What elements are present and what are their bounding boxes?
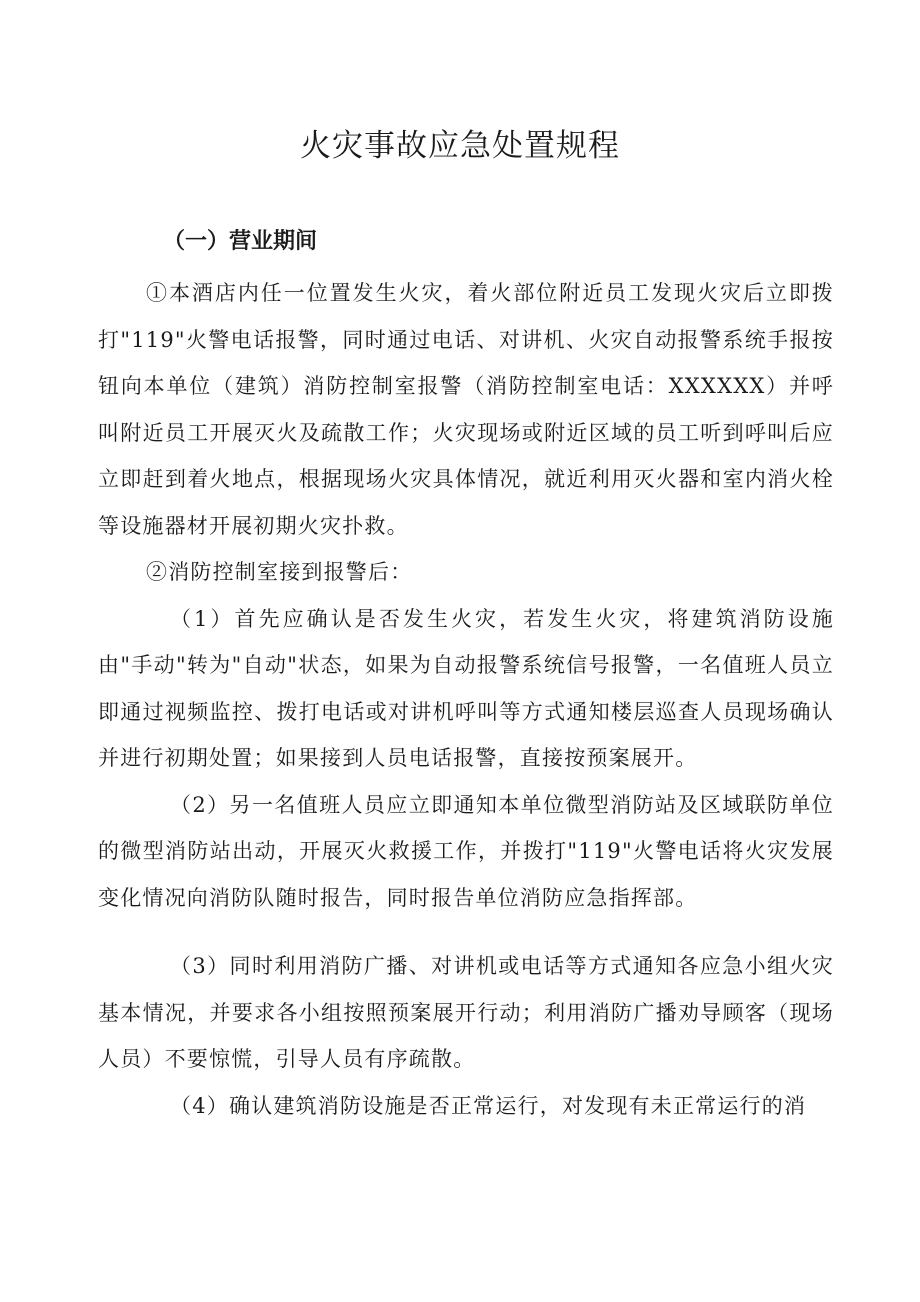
paragraph-step-1: （1）首先应确认是否发生火灾，若发生火灾，将建筑消防设施由"手动"转为"自动"状态，如果为自动报警系统信号报警，一名值班人员立即通过视频监控、拨打电话或对讲机呼叫等方式通知楼层巡查人员现场确认并进行初期处置；如果接到人员电话报警，直接按预案展开。 bbox=[98, 606, 834, 770]
paragraph-step-3: （3）同时利用消防广播、对讲机或电话等方式通知各应急小组火灾基本情况，并要求各小组按照预案展开行动；利用消防广播劝导顾客（现场人员）不要惊慌，引导人员有序疏散。 bbox=[98, 954, 834, 1071]
paragraph-step-2: （2）另一名值班人员应立即通知本单位微型消防站及区域联防单位的微型消防站出动，开展灭火救援工作，并拨打"119"火警电话将火灾发展变化情况向消防队随时报告，同时报告单位消防应急指挥部。 bbox=[98, 792, 834, 910]
section-heading: （一）营业期间 bbox=[163, 229, 318, 254]
document-title: 火灾事故应急处置规程 bbox=[300, 128, 620, 164]
paragraph-step-4: （4）确认建筑消防设施是否正常运行，对发现有未正常运行的消 bbox=[170, 1093, 807, 1118]
paragraph-fire-discovery: ①本酒店内任一位置发生火灾，着火部位附近员工发现火灾后立即拨打"119"火警电话报警，同时通过电话、对讲机、火灾自动报警系统手报按钮向本单位（建筑）消防控制室报警（消防控制室电话：XXXXXX）并呼叫附近员工开展灭火及疏散工作；火灾现场或附近区域的员工听到呼叫后应立即赶到着火地点，根据现场火灾具体情况，就近利用灭火器和室内消火栓等设施器材开展初期火灾扑救。 bbox=[98, 281, 834, 538]
paragraph-control-room: ②消防控制室接到报警后： bbox=[146, 560, 413, 584]
document-body bbox=[98, 270, 834, 1129]
paragraph-gap bbox=[98, 921, 834, 943]
